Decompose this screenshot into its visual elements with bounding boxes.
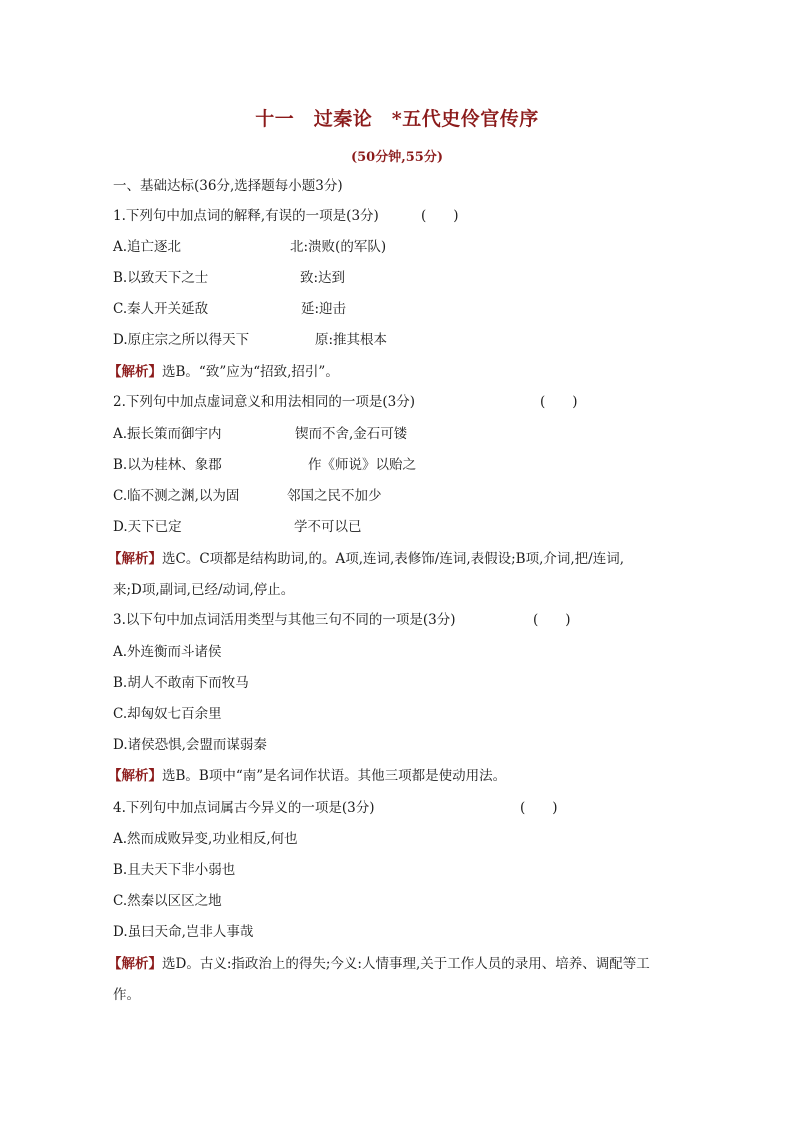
q4-analysis-cont: 作。 (113, 987, 140, 1003)
question-4-stem: 4.下列句中加点词属古今异义的一项是(3分) (113, 800, 375, 816)
q1-option-b: B.以致天下之士 (113, 270, 209, 286)
answer-blank-4: ( ) (520, 800, 558, 816)
q4-analysis (108, 954, 650, 974)
q2-option-b-compare: 作《师说》以贻之 (308, 457, 416, 473)
analysis-tag: 【解析】 (108, 551, 162, 567)
q2-analysis (108, 549, 624, 569)
q3-option-d: D.诸侯恐惧,会盟而谋弱秦 (113, 737, 267, 753)
q2-option-b: B.以为桂林、象郡 (113, 457, 222, 473)
q4-option-a: A.然而成败异变,功业相反,何也 (113, 831, 298, 847)
answer-blank-2: ( ) (540, 394, 578, 410)
q2-analysis-text: 选C。C项都是结构助词,的。A项,连词,表修饰/连词,表假设;B项,介词,把/连词, (162, 551, 625, 567)
q4-analysis-text: 选D。古义:指政治上的得失;今义:人情事理,关于工作人员的录用、培养、调配等工 (162, 956, 650, 972)
section-heading: 一、基础达标(36分,选择题每小题3分) (113, 178, 343, 194)
q4-option-c: C.然秦以区区之地 (113, 893, 222, 909)
q1-option-d: D.原庄宗之所以得天下 (113, 332, 250, 348)
answer-blank-1: ( ) (421, 208, 459, 224)
page-title: 十一 过秦论 *五代史伶官传序 (255, 108, 539, 130)
q1-analysis-text: 选B。“致”应为“招致,招引”。 (162, 364, 339, 380)
q1-option-d-gloss: 原:推其根本 (315, 332, 388, 348)
q2-option-c: C.临不测之渊,以为固 (113, 488, 240, 504)
q3-analysis-text: 选B。B项中“南”是名词作状语。其他三项都是使动用法。 (162, 768, 507, 784)
question-3-stem: 3.以下句中加点词活用类型与其他三句不同的一项是(3分) (113, 612, 456, 628)
q2-option-d: D.天下已定 (113, 519, 182, 535)
q4-option-b: B.且夫天下非小弱也 (113, 862, 236, 878)
analysis-tag: 【解析】 (108, 956, 162, 972)
question-2-stem: 2.下列句中加点虚词意义和用法相同的一项是(3分) (113, 394, 416, 410)
q1-option-c: C.秦人开关延敌 (113, 301, 209, 317)
q3-option-c: C.却匈奴七百余里 (113, 706, 222, 722)
q2-analysis-cont: 来;D项,副词,已经/动词,停止。 (113, 582, 295, 598)
q2-option-c-compare: 邻国之民不加少 (287, 488, 382, 504)
q2-option-a: A.振长策而御宇内 (113, 426, 222, 442)
q3-option-a: A.外连衡而斗诸侯 (113, 644, 222, 660)
q2-option-a-compare: 锲而不舍,金石可镂 (295, 426, 408, 442)
q1-option-b-gloss: 致:达到 (300, 270, 346, 286)
q1-option-c-gloss: 延:迎击 (301, 301, 347, 317)
q4-option-d: D.虽曰天命,岂非人事哉 (113, 924, 254, 940)
q2-option-d-compare: 学不可以已 (294, 519, 362, 535)
q1-analysis (108, 362, 339, 382)
question-1-stem: 1.下列句中加点词的解释,有误的一项是(3分) (113, 208, 379, 224)
q1-option-a: A.追亡逐北 (113, 239, 182, 255)
q3-option-b: B.胡人不敢南下而牧马 (113, 675, 249, 691)
q1-option-a-gloss: 北:溃败(的军队) (290, 239, 387, 255)
page-subtitle: (50分钟,55分) (350, 150, 443, 165)
answer-blank-3: ( ) (533, 612, 571, 628)
analysis-tag: 【解析】 (108, 768, 162, 784)
q3-analysis (108, 766, 506, 786)
analysis-tag: 【解析】 (108, 364, 162, 380)
